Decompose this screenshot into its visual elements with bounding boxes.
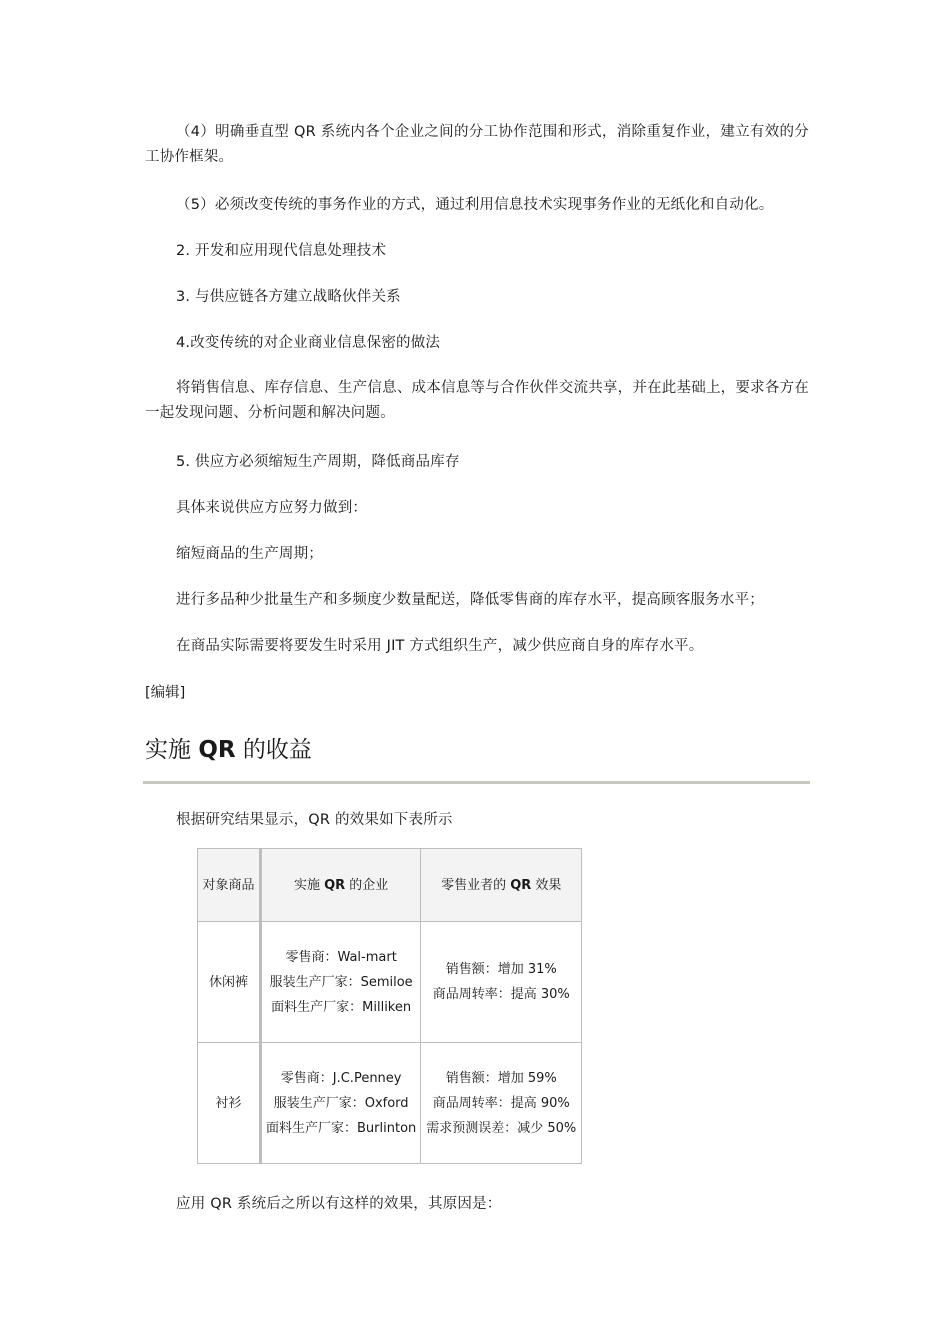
paragraph-5: （5）必须改变传统的事务作业的方式，通过利用信息技术实现事务作业的无纸化和自动化。 [176,197,774,213]
heading-item-4: 4.改变传统的对企业商业信息保密的做法 [176,335,441,351]
section-title: 实施 QR 的收益 [145,737,312,763]
table-row [198,1043,582,1164]
cell-item: 衬衫 [198,1043,261,1164]
table-row [198,922,582,1043]
paragraph-shorten-cycle: 缩短商品的生产周期； [176,546,323,562]
table-intro: 根据研究结果显示，QR 的效果如下表所示 [176,812,453,828]
cell-effects: 销售额：增加 59% 商品周转率：提高 90% 需求预测误差：减少 50% [421,1043,582,1164]
paragraph-info-sharing: 将销售信息、库存信息、生产信息、成本信息等与合作伙伴交流共享，并在此基础上，要求各方在一起发现问题、分析问题和解决问题。 [145,380,809,421]
heading-item-3: 3. 与供应链各方建立战略伙伴关系 [176,289,401,305]
header-companies: 实施 QR 的企业 [261,849,421,922]
table-header-row [198,849,582,922]
heading-item-2: 2. 开发和应用现代信息处理技术 [176,243,387,259]
qr-effects-table [197,848,582,1164]
paragraph-specifics: 具体来说供应方应努力做到： [176,500,368,516]
paragraph-jit: 在商品实际需要将要发生时采用 JIT 方式组织生产，减少供应商自身的库存水平。 [176,638,704,654]
edit-link[interactable]: [编辑] [145,685,186,701]
paragraph-small-batch: 进行多品种少批量生产和多频度少数量配送，降低零售商的库存水平，提高顾客服务水平； [176,592,764,608]
section-divider [143,781,810,784]
heading-item-5: 5. 供应方必须缩短生产周期，降低商品库存 [176,454,460,470]
closing-paragraph: 应用 QR 系统后之所以有这样的效果，其原因是： [176,1196,502,1212]
cell-item: 休闲裤 [198,922,261,1043]
cell-companies: 零售商：Wal-mart 服装生产厂家：Semiloe 面料生产厂家：Milliken [261,922,421,1043]
header-target-goods: 对象商品 [198,849,261,922]
header-effects: 零售业者的 QR 效果 [421,849,582,922]
cell-companies: 零售商：J.C.Penney 服装生产厂家：Oxford 面料生产厂家：Burlinton [261,1043,421,1164]
paragraph-4: （4）明确垂直型 QR 系统内各个企业之间的分工协作范围和形式，消除重复作业，建立有效的分工协作框架。 [145,124,809,165]
cell-effects: 销售额：增加 31% 商品周转率：提高 30% [421,922,582,1043]
